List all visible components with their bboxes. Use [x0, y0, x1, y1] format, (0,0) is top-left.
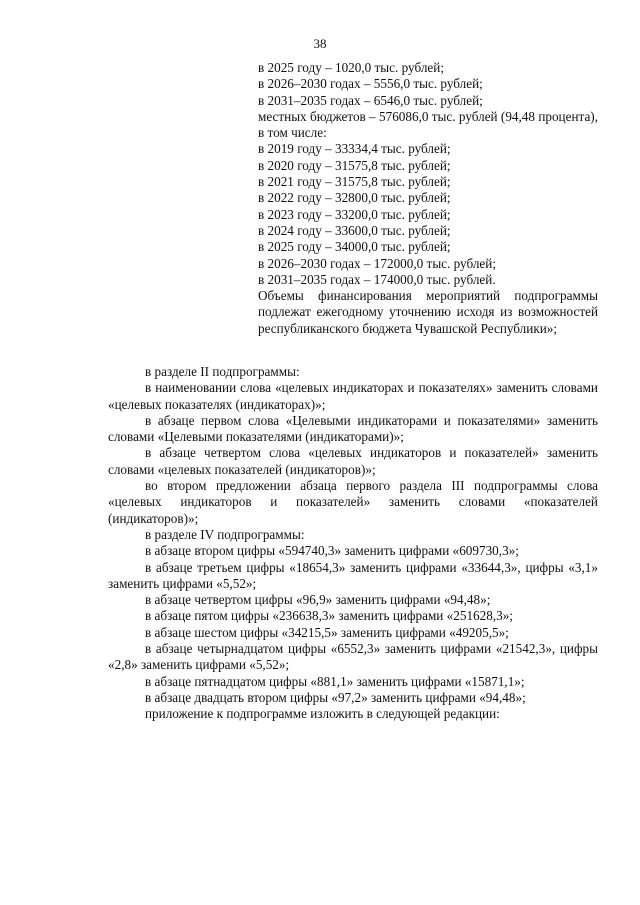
body-paragraph: в абзаце шестом цифры «34215,5» заменить цифрами «49205,5»; — [145, 624, 509, 640]
body-paragraph: в абзаце двадцать втором цифры «97,2» заменить цифрами «94,48»; — [145, 689, 526, 705]
funding-line: в 2024 году – 33600,0 тыс. рублей; — [258, 222, 451, 238]
funding-line: в 2023 году – 33200,0 тыс. рублей; — [258, 206, 451, 222]
body-paragraph: в наименовании слова «целевых индикаторах и показателях» заменить словами «целевых показателях (индикаторах)»; — [108, 380, 598, 412]
body-paragraph: в абзаце первом слова «Целевыми индикаторами и показателями» заменить словами «Целевыми показателями (индикаторами)»; — [108, 412, 598, 445]
funding-line: в 2025 году – 34000,0 тыс. рублей; — [258, 239, 451, 255]
funding-line: в 2019 году – 33334,4 тыс. рублей; — [258, 141, 451, 157]
body-paragraph: в разделе IV подпрограммы: — [145, 526, 305, 542]
local-budgets-text: местных бюджетов – 576086,0 тыс. рублей (94,48 процента), в том числе: — [258, 108, 598, 141]
body-paragraph: в абзаце третьем цифры «18654,3» заменить цифрами «33644,3», цифры «3,1» заменить цифрами «5,52»; — [108, 559, 598, 591]
body-paragraph: приложение к подпрограмме изложить в следующей редакции: — [145, 706, 500, 722]
amendments-body — [108, 364, 598, 723]
body-paragraph: в абзаце четвертом слова «целевых индикаторов и показателей» заменить словами «целевых показателей (индикаторов)»; — [108, 445, 598, 477]
funding-line: в 2021 году – 31575,8 тыс. рублей; — [258, 174, 451, 190]
body-paragraph: во втором предложении абзаца первого раздела III подпрограммы слова «целевых индикаторов и показателей» заменить словами «показателей (индикаторов)»; — [108, 478, 598, 526]
body-paragraph: в абзаце пятом цифры «236638,3» заменить цифрами «251628,3»; — [145, 608, 513, 624]
funding-line: в 2020 году – 31575,8 тыс. рублей; — [258, 157, 451, 173]
funding-closing-text: Объемы финансирования мероприятий подпрограммы подлежат ежегодному уточнению исходя из возможностей республиканского бюджета Чувашской Республики»; — [258, 288, 598, 336]
funding-line: в 2022 году – 32800,0 тыс. рублей; — [258, 190, 451, 206]
funding-line: в 2026–2030 годах – 172000,0 тыс. рублей; — [258, 255, 496, 271]
body-paragraph: в абзаце четырнадцатом цифры «6552,3» заменить цифрами «21542,3», цифры «2,8» заменить цифрами «5,52»; — [108, 641, 598, 673]
funding-line: в 2026–2030 годах – 5556,0 тыс. рублей; — [258, 76, 483, 92]
body-paragraph: в разделе II подпрограммы: — [145, 364, 300, 379]
funding-column — [258, 60, 598, 337]
funding-line: в 2031–2035 годах – 174000,0 тыс. рублей. — [258, 271, 496, 287]
funding-line: в 2031–2035 годах – 6546,0 тыс. рублей; — [258, 92, 483, 108]
funding-line: в 2025 году – 1020,0 тыс. рублей; — [258, 60, 444, 75]
page-number: 38 — [313, 36, 327, 51]
body-paragraph: в абзаце втором цифры «594740,3» заменить цифрами «609730,3»; — [145, 543, 519, 559]
body-paragraph: в абзаце пятнадцатом цифры «881,1» заменить цифрами «15871,1»; — [145, 673, 525, 689]
body-paragraph: в абзаце четвертом цифры «96,9» заменить цифрами «94,48»; — [145, 592, 491, 608]
